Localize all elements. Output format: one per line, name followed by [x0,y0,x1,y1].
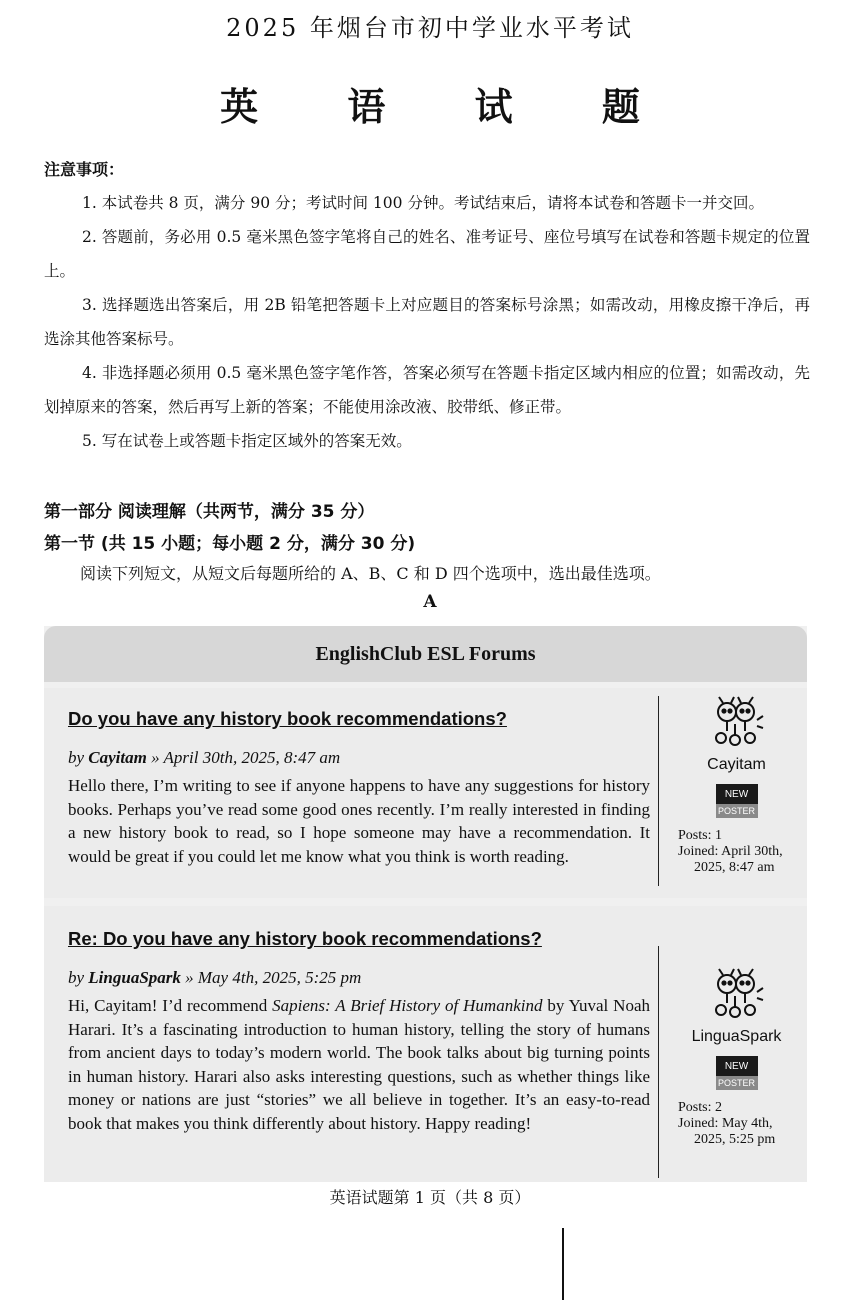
joined-date: 2025, 8:47 am [694,860,775,875]
passage-label: A [423,592,437,612]
page-edge-mark [562,1228,564,1300]
post-date: » May 4th, 2025, 5:25 pm [185,968,362,987]
notice-heading: 注意事项： [44,160,125,179]
user-panel [666,694,807,876]
post-body: Hello there, I’m writing to see if anyone happens to have any suggestions for history books. Perhaps you’ve read some good ones recently. I’m really interested in finding a new history book to read, so I hope someone may have a recommendation. It would be great if you could let me know what you think is worth reading. [68,776,650,866]
badge-top: NEW [716,1056,758,1076]
avatar-icon[interactable] [705,966,769,1022]
forum-title: EnglishClub ESL Forums [44,626,807,682]
notice-list [44,186,810,458]
notice-item: 5. 写在试卷上或答题卡指定区域外的答案无效。 [82,432,412,450]
username[interactable]: LinguaSpark [691,1028,782,1045]
user-stats [666,828,807,876]
posts-count: Posts: 1 [678,828,722,843]
forum-post [44,906,807,1182]
badge-top: NEW [716,784,758,804]
notice-item: 4. 非选择题必须用 0.5 毫米黑色签字笔作答，答案必须写在答题卡指定区域内相应的位置；如需改动，先划掉原来的答案，然后再写上新的答案；不能使用涂改液、胶带纸、修正带。 [44,364,810,416]
user-panel [666,966,807,1148]
new-poster-badge [716,784,758,818]
post-divider [658,696,659,886]
notice-item: 2. 答题前，务必用 0.5 毫米黑色签字笔将自己的姓名、准考证号、座位号填写在试卷和答题卡规定的位置上。 [44,228,810,280]
post-meta [68,968,650,988]
post-body-rest: by Yuval Noah Harari. It’s a fascinating introduction to human history, telling the story of humans from ancient days to today’s modern world. The book talks about big turning points in human history. Harari also asks interesting questions, such as whether things like money or nations are just “stories” we all believe in together. It’s an easy-to-read book that makes you think differently about history. Happy reading! [68,996,650,1133]
post-author[interactable]: LinguaSpark [88,968,181,987]
post-meta [68,748,650,768]
notice-item: 1. 本试卷共 8 页，满分 90 分；考试时间 100 分钟。考试结束后，请将本试卷和答题卡一并交回。 [82,194,764,212]
username[interactable]: Cayitam [707,756,766,773]
post-author[interactable]: Cayitam [88,748,147,767]
post-title[interactable]: Re: Do you have any history book recommendations? [68,928,542,949]
subject-title: 英 语 试 题 [220,84,678,129]
joined-line: Joined: May 4th, [678,1116,773,1131]
exam-title: 2025 年烟台市初中学业水平考试 [226,14,634,42]
badge-bottom: POSTER [716,804,758,818]
new-poster-badge [716,1056,758,1090]
post-by: by [68,748,85,767]
post-main [68,928,650,1135]
badge-bottom: POSTER [716,1076,758,1090]
page-footer: 英语试题第 1 页（共 8 页） [329,1188,531,1207]
post-date: » April 30th, 2025, 8:47 am [151,748,341,767]
section-instruction: 阅读下列短文，从短文后每题所给的 A、B、C 和 D 四个选项中，选出最佳选项。 [80,564,661,583]
joined-line: Joined: April 30th, [678,844,783,859]
notice-item: 3. 选择题选出答案后，用 2B 铅笔把答题卡上对应题目的答案标号涂黑；如需改动，用橡皮擦干净后，再选涂其他答案标号。 [44,296,810,348]
part-heading: 第一部分 阅读理解（共两节，满分 35 分） [44,502,375,522]
forum-post [44,688,807,898]
post-title[interactable]: Do you have any history book recommendations? [68,708,507,729]
joined-date: 2025, 5:25 pm [694,1132,776,1147]
post-body-intro: Hi, Cayitam! I’d recommend [68,996,273,1015]
user-stats [666,1100,807,1148]
avatar-icon[interactable] [705,694,769,750]
forum-panel [44,626,807,1182]
book-title: Sapiens: A Brief History of Humankind [272,996,543,1015]
post-main [68,708,650,868]
posts-count: Posts: 2 [678,1100,722,1115]
section-heading: 第一节 (共 15 小题；每小题 2 分，满分 30 分) [44,534,416,554]
post-body [68,994,650,1135]
post-by: by [68,968,85,987]
post-divider [658,946,659,1178]
